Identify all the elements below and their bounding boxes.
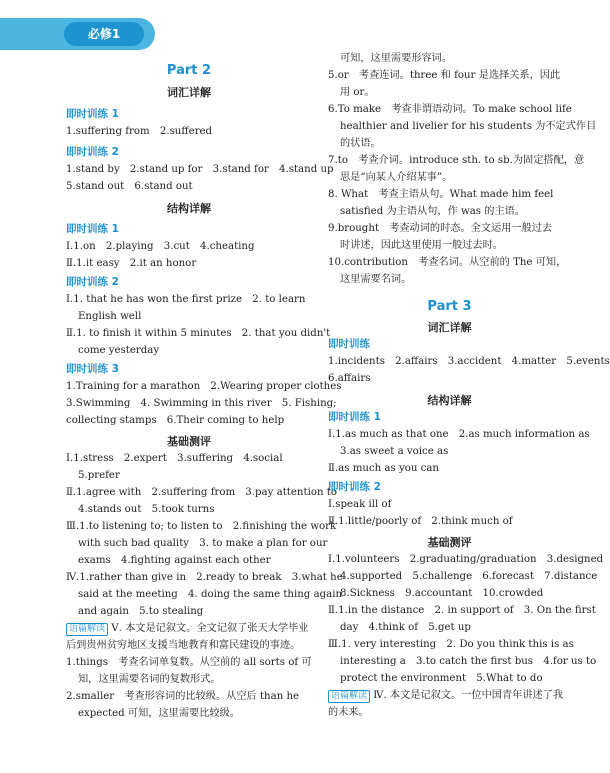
answer-line: come yesterday: [78, 345, 160, 356]
section-title: 基础测评: [167, 435, 211, 448]
exercise-heading: 即时训练 1: [66, 223, 119, 235]
answer-line: 时讲述，因此这里使用一般过去时。: [340, 240, 503, 251]
answer-line: 3.Swimming 4. Swimming in this river 5. Fishing;: [66, 398, 337, 409]
passage-text: Ⅳ. 本文是记叙文。一位中国青年讲述了我的未来。: [328, 690, 564, 718]
answer-line: 8. What 考查主语从句。What made him feel: [328, 189, 554, 200]
answer-line: Ⅰ.speak ill of: [328, 499, 392, 510]
passage-summary: [66, 620, 312, 654]
answer-line: 9.brought 考查动词的时态。全文运用一般过去: [328, 223, 553, 234]
right-column: [328, 0, 610, 721]
answer-line: 8.Sickness 9.accountant 10.crowded: [340, 588, 544, 599]
answer-line: and again 5.to stealing: [78, 606, 204, 617]
answer-line: 7.to 考查介词。introduce sth. to sb.为固定搭配，意: [328, 155, 585, 166]
answer-line: Ⅰ.1.stress 2.expert 3.suffering 4.social: [66, 453, 283, 464]
answer-line: 10.contribution 考查名词。从空前的 The 可知，: [328, 257, 567, 268]
answer-line: 1.things 考查名词单复数。从空前的 all sorts of 可: [66, 657, 312, 668]
answer-line: 5.or 考查连词。three 和 four 是选择关系，因此: [328, 70, 561, 81]
answer-line: Ⅱ.1. to finish it within 5 minutes 2. that you didn't: [66, 328, 331, 339]
answer-line: 的状语。: [340, 138, 381, 149]
left-column: [66, 0, 343, 722]
answer-line: Ⅱ.1.agree with 2.suffering from 3.pay attention to: [66, 487, 337, 498]
section-title: 基础测评: [427, 536, 472, 549]
answer-line: 5.stand out 6.stand out: [66, 181, 193, 192]
answer-line: expected 可知，这里需要比较级。: [78, 708, 240, 719]
answer-line: collecting stamps 6.Their coming to help: [66, 415, 285, 426]
answer-line: said at the meeting 4. doing the same thing again: [78, 589, 343, 600]
answer-line: 5.prefer: [78, 470, 120, 481]
answer-line: Ⅲ.1. very interesting 2. Do you think this is as: [328, 639, 574, 650]
answer-line: 思是“向某人介绍某事”。: [340, 172, 453, 183]
passage-text: Ⅴ. 本文是记叙文。全文记叙了张天大学毕业后到贵州贫穷地区支援当地教育和富民建设的事迹。: [66, 623, 309, 651]
answer-line: Ⅰ.1. that he has won the first prize 2. to learn: [66, 294, 306, 305]
exercise-heading: 即时训练 2: [66, 276, 119, 288]
answer-line: Ⅰ.1.on 2.playing 3.cut 4.cheating: [66, 241, 255, 252]
exercise-heading: 即时训练 3: [66, 363, 119, 375]
answer-line: Ⅳ.1.rather than give in 2.ready to break 3.what he: [66, 572, 343, 583]
book-label: 必修1: [64, 22, 144, 46]
answer-line: Ⅱ.1.little/poorly of 2.think much of: [328, 516, 513, 527]
answer-line: 可知，这里需要形容词。: [340, 53, 453, 64]
answer-line: Ⅱ.1.it easy 2.it an honor: [66, 258, 197, 269]
answer-line: 4.supported 5.challenge 6.forecast 7.distance: [340, 571, 598, 582]
exercise-heading: 即时训练 2: [66, 146, 119, 158]
exercise-heading: 即时训练: [328, 338, 370, 350]
part-title: Part 3: [427, 299, 472, 314]
answer-line: 1.incidents 2.affairs 3.accident 4.matter 5.events: [328, 356, 610, 367]
part-title: Part 2: [166, 63, 212, 78]
answer-line: 4.stands out 5.took turns: [78, 504, 215, 515]
answer-line: interesting a 3.to catch the first bus 4.for us to: [340, 656, 597, 667]
answer-line: day 4.think of 5.get up: [340, 622, 471, 633]
answer-line: 3.as sweet a voice as: [340, 446, 449, 457]
answer-line: 2.smaller 考查形容词的比较级。从空后 than he: [66, 691, 300, 702]
exercise-heading: 即时训练 1: [328, 411, 381, 423]
exercise-heading: 即时训练 1: [66, 108, 119, 120]
passage-summary: [328, 687, 571, 721]
answer-line: Ⅰ.1.as much as that one 2.as much information as: [328, 429, 590, 440]
section-title: 结构详解: [427, 394, 472, 407]
answer-line: 用 or。: [340, 87, 375, 98]
passage-tag: 语篇解读: [66, 623, 108, 636]
answer-line: Ⅲ.1.to listening to; to listen to 2.finishing the work: [66, 521, 337, 532]
answer-line: protect the environment 5.What to do: [340, 673, 543, 684]
answer-line: Ⅰ.1.volunteers 2.graduating/graduation 3.designed: [328, 554, 604, 565]
section-title: 词汇详解: [427, 321, 472, 334]
answer-line: English well: [78, 311, 142, 322]
answer-line: 6.affairs: [328, 373, 371, 384]
section-title: 词汇详解: [167, 86, 211, 99]
exercise-heading: 即时训练 2: [328, 481, 381, 493]
answer-line: healthier and livelier for his students 为不定式作目: [340, 121, 597, 132]
answer-line: with such bad quality 3. to make a plan for our: [78, 538, 328, 549]
answer-line: 知，这里需要名词的复数形式。: [78, 674, 221, 685]
answer-line: 1.suffering from 2.suffered: [66, 126, 213, 137]
answer-line: 1.stand by 2.stand up for 3.stand for 4.stand up: [66, 164, 334, 175]
answer-line: Ⅱ.1.in the distance 2. in support of 3. On the first: [328, 605, 596, 616]
passage-tag: 语篇解读: [328, 690, 370, 703]
answer-line: Ⅱ.as much as you can: [328, 463, 439, 474]
answer-line: satisfied 为主语从句，作 was 的主语。: [340, 206, 526, 217]
answer-line: 1.Training for a marathon 2.Wearing proper clothes: [66, 381, 342, 392]
section-title: 结构详解: [167, 202, 211, 215]
answer-line: 6.To make 考查非谓语动词。To make school life: [328, 104, 572, 115]
answer-line: 这里需要名词。: [340, 274, 412, 285]
answer-line: exams 4.fighting against each other: [78, 555, 271, 566]
